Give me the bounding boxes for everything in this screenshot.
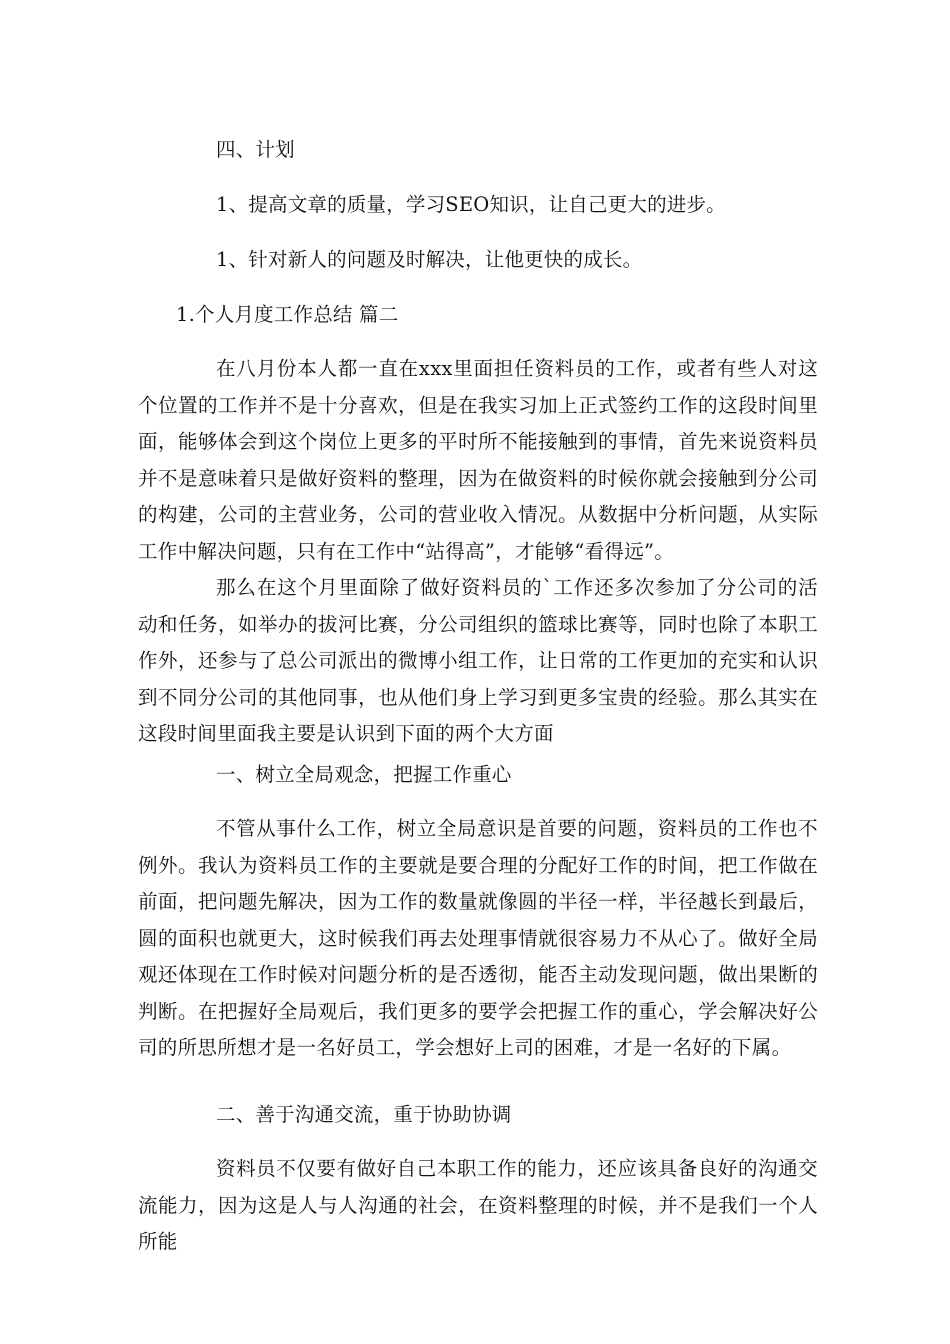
paragraph-1: 在八月份本人都一直在xxx里面担任资料员的工作，或者有些人对这个位置的工作并不是十分喜欢，但是在我实习加上正式签约工作的这段时间里面，能够体会到这个岗位上更多的平时所不能接触到的事情，首先来说资料员并不是意味着只是做好资料的整理，因为在做资料的时候你就会接触到分公司的构建，公司的主营业务，公司的营业收入情况。从数据中分析问题，从实际工作中解决问题，只有在工作中“站得高”，才能够“看得远”。	[138, 357, 818, 563]
heading-global-view: 一、树立全局观念，把握工作重心	[216, 763, 512, 786]
plan-item-1: 1、提高文章的质量，学习SEO知识，让自己更大的进步。	[216, 193, 726, 216]
paragraph-2: 那么在这个月里面除了做好资料员的`工作还多次参加了分公司的活动和任务，如举办的拔河比赛，分公司组织的篮球比赛等，同时也除了本职工作外，还参与了总公司派出的微博小组工作，让日常的工作更加的充实和认识到不同分公司的其他同事，也从他们身上学习到更多宝贵的经验。那么其实在这段时间里面我主要是认识到下面的两个大方面	[138, 576, 818, 745]
paragraph-3: 不管从事什么工作，树立全局意识是首要的问题，资料员的工作也不例外。我认为资料员工作的主要就是要合理的分配好工作的时间，把工作做在前面，把问题先解决，因为工作的数量就像圆的半径一样，半径越长到最后，圆的面积也就更大，这时候我们再去处理事情就很容易力不从心了。做好全局观还体现在工作时候对问题分析的是否透彻，能否主动发现问题，做出果断的判断。在把握好全局观后，我们更多的要学会把握工作的重心，学会解决好公司的所思所想才是一名好员工，学会想好上司的困难，才是一名好的下属。	[138, 817, 818, 1059]
plan-item-2: 1、针对新人的问题及时解决，让他更快的成长。	[216, 248, 643, 271]
plan-heading: 四、计划	[216, 138, 295, 161]
section-title: 1.个人月度工作总结 篇二	[176, 303, 399, 326]
paragraph-4: 资料员不仅要有做好自己本职工作的能力，还应该具备良好的沟通交流能力，因为这是人与人沟通的社会，在资料整理的时候，并不是我们一个人所能	[138, 1157, 818, 1253]
heading-communication: 二、善于沟通交流，重于协助协调	[216, 1103, 512, 1126]
